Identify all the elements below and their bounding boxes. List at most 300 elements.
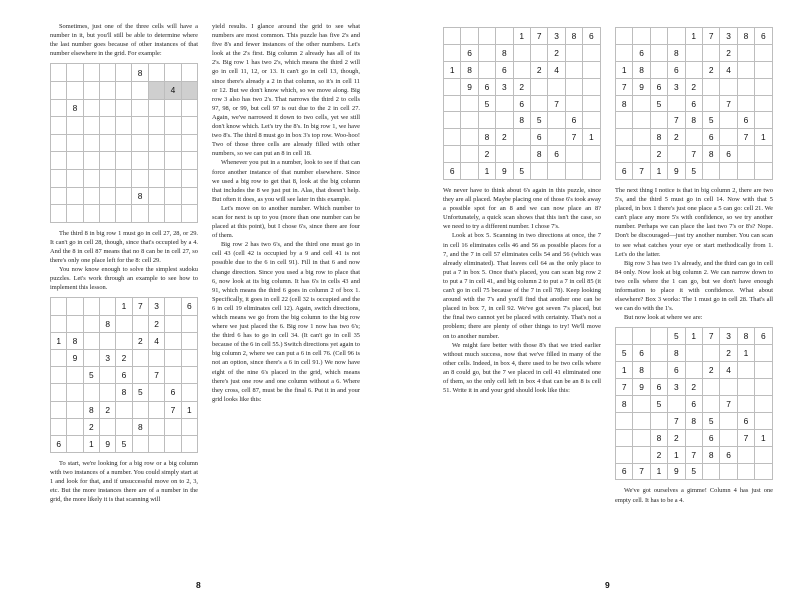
sudoku-cell[interactable]: 8 — [737, 28, 754, 45]
sudoku-cell[interactable] — [132, 349, 148, 366]
sudoku-cell[interactable] — [444, 28, 461, 45]
sudoku-cell[interactable]: 4 — [165, 81, 182, 99]
sudoku-cell[interactable]: 6 — [650, 379, 667, 396]
sudoku-cell[interactable]: 5 — [668, 328, 685, 345]
sudoku-cell[interactable] — [737, 44, 754, 61]
sudoku-cell[interactable]: 3 — [720, 28, 737, 45]
sudoku-cell[interactable] — [444, 95, 461, 112]
sudoku-cell[interactable]: 6 — [51, 435, 67, 452]
sudoku-cell[interactable]: 6 — [530, 129, 547, 146]
sudoku-cell[interactable] — [99, 418, 115, 435]
sudoku-cell[interactable] — [165, 298, 181, 315]
sudoku-cell[interactable] — [755, 95, 772, 112]
sudoku-cell[interactable] — [755, 44, 772, 61]
sudoku-cell[interactable]: 8 — [132, 418, 148, 435]
sudoku-cell[interactable] — [737, 61, 754, 78]
sudoku-cell[interactable] — [530, 78, 547, 95]
sudoku-cell[interactable] — [496, 112, 513, 129]
sudoku-cell[interactable] — [548, 163, 565, 180]
sudoku-cell[interactable] — [116, 401, 132, 418]
sudoku-cell[interactable] — [67, 384, 83, 401]
sudoku-cell[interactable]: 8 — [132, 187, 149, 205]
sudoku-cell[interactable]: 6 — [583, 28, 600, 45]
sudoku-cell[interactable] — [444, 112, 461, 129]
sudoku-cell[interactable]: 9 — [67, 349, 83, 366]
sudoku-cell[interactable]: 2 — [478, 146, 495, 163]
sudoku-cell[interactable] — [116, 117, 132, 135]
sudoku-cell[interactable] — [116, 315, 132, 332]
sudoku-cell[interactable] — [148, 384, 164, 401]
sudoku-cell[interactable] — [148, 435, 164, 452]
sudoku-cell[interactable] — [583, 44, 600, 61]
sudoku-cell[interactable] — [67, 152, 84, 170]
sudoku-cell[interactable] — [99, 169, 115, 187]
sudoku-cell[interactable] — [720, 412, 737, 429]
sudoku-cell[interactable]: 7 — [737, 429, 754, 446]
sudoku-cell[interactable] — [181, 435, 197, 452]
sudoku-cell[interactable]: 6 — [720, 146, 737, 163]
sudoku-cell[interactable] — [51, 152, 67, 170]
sudoku-cell[interactable]: 9 — [496, 163, 513, 180]
sudoku-cell[interactable]: 2 — [720, 345, 737, 362]
sudoku-cell[interactable]: 1 — [583, 129, 600, 146]
sudoku-cell[interactable]: 8 — [67, 332, 83, 349]
sudoku-cell[interactable] — [116, 99, 132, 117]
sudoku-cell[interactable] — [99, 152, 115, 170]
sudoku-cell[interactable] — [165, 117, 182, 135]
sudoku-cell[interactable] — [132, 367, 148, 384]
sudoku-cell[interactable] — [755, 362, 772, 379]
sudoku-cell[interactable]: 6 — [633, 44, 650, 61]
sudoku-cell[interactable] — [165, 205, 182, 223]
sudoku-cell[interactable] — [685, 44, 702, 61]
sudoku-cell[interactable]: 8 — [702, 446, 719, 463]
sudoku-cell[interactable]: 3 — [496, 78, 513, 95]
sudoku-cell[interactable]: 6 — [737, 412, 754, 429]
sudoku-cell[interactable] — [99, 298, 115, 315]
sudoku-cell[interactable] — [83, 187, 99, 205]
sudoku-cell[interactable]: 7 — [633, 163, 650, 180]
sudoku-cell[interactable]: 7 — [720, 95, 737, 112]
sudoku-cell[interactable]: 2 — [116, 349, 132, 366]
sudoku-cell[interactable]: 3 — [148, 298, 164, 315]
sudoku-cell[interactable]: 1 — [755, 429, 772, 446]
sudoku-cell[interactable]: 4 — [720, 61, 737, 78]
sudoku-cell[interactable] — [116, 81, 132, 99]
sudoku-cell[interactable]: 6 — [702, 429, 719, 446]
sudoku-cell[interactable] — [496, 28, 513, 45]
sudoku-cell[interactable] — [461, 112, 478, 129]
sudoku-cell[interactable] — [51, 99, 67, 117]
sudoku-cell[interactable] — [565, 146, 582, 163]
sudoku-cell[interactable] — [668, 146, 685, 163]
sudoku-cell[interactable]: 9 — [668, 163, 685, 180]
sudoku-cell[interactable]: 7 — [668, 112, 685, 129]
sudoku-cell[interactable] — [181, 99, 197, 117]
sudoku-cell[interactable]: 6 — [755, 28, 772, 45]
sudoku-cell[interactable] — [51, 418, 67, 435]
sudoku-cell[interactable] — [83, 349, 99, 366]
sudoku-cell[interactable]: 1 — [737, 345, 754, 362]
sudoku-cell[interactable] — [116, 205, 132, 223]
sudoku-cell[interactable]: 3 — [548, 28, 565, 45]
sudoku-cell[interactable]: 7 — [720, 395, 737, 412]
sudoku-cell[interactable]: 6 — [165, 384, 181, 401]
sudoku-cell[interactable]: 6 — [548, 146, 565, 163]
sudoku-cell[interactable]: 8 — [668, 345, 685, 362]
sudoku-cell[interactable] — [132, 169, 149, 187]
sudoku-cell[interactable] — [132, 152, 149, 170]
sudoku-cell[interactable] — [116, 332, 132, 349]
sudoku-cell[interactable] — [633, 446, 650, 463]
sudoku-cell[interactable] — [737, 463, 754, 480]
sudoku-cell[interactable] — [685, 362, 702, 379]
sudoku-cell[interactable] — [685, 129, 702, 146]
sudoku-cell[interactable] — [116, 418, 132, 435]
sudoku-cell[interactable] — [702, 163, 719, 180]
sudoku-cell[interactable]: 7 — [702, 328, 719, 345]
sudoku-cell[interactable] — [530, 95, 547, 112]
sudoku-cell[interactable]: 5 — [650, 95, 667, 112]
sudoku-cell[interactable]: 3 — [720, 328, 737, 345]
sudoku-cell[interactable] — [755, 395, 772, 412]
sudoku-cell[interactable] — [650, 362, 667, 379]
sudoku-cell[interactable]: 8 — [685, 412, 702, 429]
sudoku-cell[interactable]: 8 — [737, 328, 754, 345]
sudoku-cell[interactable]: 8 — [116, 384, 132, 401]
sudoku-cell[interactable]: 7 — [737, 129, 754, 146]
sudoku-cell[interactable]: 5 — [530, 112, 547, 129]
sudoku-cell[interactable] — [181, 332, 197, 349]
sudoku-cell[interactable] — [513, 44, 530, 61]
sudoku-cell[interactable] — [461, 129, 478, 146]
sudoku-cell[interactable] — [51, 81, 67, 99]
sudoku-cell[interactable]: 7 — [616, 78, 633, 95]
sudoku-cell[interactable] — [148, 349, 164, 366]
sudoku-cell[interactable]: 7 — [685, 146, 702, 163]
sudoku-cell[interactable] — [565, 61, 582, 78]
sudoku-cell[interactable]: 2 — [668, 429, 685, 446]
sudoku-cell[interactable] — [116, 169, 132, 187]
sudoku-cell[interactable] — [496, 146, 513, 163]
sudoku-cell[interactable]: 6 — [633, 345, 650, 362]
sudoku-cell[interactable] — [181, 349, 197, 366]
sudoku-cell[interactable]: 6 — [668, 61, 685, 78]
sudoku-cell[interactable] — [702, 44, 719, 61]
sudoku-cell[interactable] — [737, 362, 754, 379]
sudoku-cell[interactable]: 6 — [685, 395, 702, 412]
sudoku-cell[interactable] — [51, 169, 67, 187]
sudoku-cell[interactable] — [165, 169, 182, 187]
sudoku-cell[interactable] — [165, 64, 182, 82]
sudoku-cell[interactable] — [51, 298, 67, 315]
sudoku-cell[interactable]: 9 — [633, 379, 650, 396]
sudoku-cell[interactable] — [633, 412, 650, 429]
sudoku-cell[interactable]: 5 — [83, 367, 99, 384]
sudoku-cell[interactable] — [444, 129, 461, 146]
sudoku-cell[interactable]: 8 — [83, 401, 99, 418]
sudoku-cell[interactable] — [116, 187, 132, 205]
sudoku-cell[interactable] — [478, 44, 495, 61]
sudoku-cell[interactable] — [720, 112, 737, 129]
sudoku-cell[interactable]: 6 — [513, 95, 530, 112]
sudoku-cell[interactable] — [650, 61, 667, 78]
sudoku-cell[interactable] — [755, 412, 772, 429]
sudoku-cell[interactable]: 6 — [737, 112, 754, 129]
sudoku-cell[interactable] — [755, 163, 772, 180]
sudoku-cell[interactable] — [650, 412, 667, 429]
sudoku-cell[interactable] — [165, 367, 181, 384]
sudoku-cell[interactable] — [181, 315, 197, 332]
sudoku-cell[interactable]: 9 — [461, 78, 478, 95]
sudoku-cell[interactable] — [633, 95, 650, 112]
sudoku-cell[interactable] — [132, 401, 148, 418]
sudoku-cell[interactable] — [513, 129, 530, 146]
sudoku-cell[interactable]: 2 — [99, 401, 115, 418]
sudoku-cell[interactable] — [51, 187, 67, 205]
sudoku-cell[interactable] — [148, 187, 164, 205]
sudoku-cell[interactable]: 5 — [132, 384, 148, 401]
sudoku-cell[interactable] — [165, 418, 181, 435]
sudoku-cell[interactable] — [148, 205, 164, 223]
sudoku-cell[interactable] — [148, 152, 164, 170]
sudoku-cell[interactable]: 2 — [702, 362, 719, 379]
sudoku-cell[interactable]: 8 — [478, 129, 495, 146]
sudoku-cell[interactable] — [650, 112, 667, 129]
sudoku-cell[interactable]: 2 — [132, 332, 148, 349]
sudoku-cell[interactable] — [67, 205, 84, 223]
sudoku-cell[interactable]: 5 — [116, 435, 132, 452]
sudoku-cell[interactable]: 2 — [650, 446, 667, 463]
sudoku-cell[interactable] — [181, 367, 197, 384]
sudoku-cell[interactable] — [181, 64, 197, 82]
sudoku-cell[interactable] — [148, 117, 164, 135]
sudoku-cell[interactable] — [616, 328, 633, 345]
sudoku-cell[interactable]: 8 — [461, 61, 478, 78]
sudoku-cell[interactable] — [668, 95, 685, 112]
sudoku-cell[interactable] — [444, 78, 461, 95]
sudoku-cell[interactable] — [616, 446, 633, 463]
sudoku-cell[interactable] — [148, 81, 164, 99]
sudoku-cell[interactable]: 3 — [99, 349, 115, 366]
sudoku-cell[interactable]: 8 — [633, 362, 650, 379]
sudoku-cell[interactable] — [51, 205, 67, 223]
sudoku-cell[interactable] — [116, 64, 132, 82]
sudoku-cell[interactable]: 1 — [513, 28, 530, 45]
sudoku-cell[interactable] — [165, 99, 182, 117]
sudoku-cell[interactable] — [83, 134, 99, 152]
sudoku-cell[interactable]: 8 — [616, 395, 633, 412]
sudoku-cell[interactable] — [685, 61, 702, 78]
sudoku-cell[interactable]: 8 — [650, 429, 667, 446]
sudoku-cell[interactable]: 9 — [668, 463, 685, 480]
sudoku-cell[interactable] — [83, 99, 99, 117]
sudoku-cell[interactable]: 4 — [148, 332, 164, 349]
sudoku-cell[interactable] — [165, 187, 182, 205]
sudoku-cell[interactable]: 7 — [702, 28, 719, 45]
sudoku-cell[interactable] — [132, 99, 149, 117]
sudoku-cell[interactable]: 6 — [668, 362, 685, 379]
sudoku-cell[interactable]: 6 — [616, 463, 633, 480]
sudoku-cell[interactable] — [478, 61, 495, 78]
sudoku-cell[interactable] — [165, 349, 181, 366]
sudoku-cell[interactable] — [755, 78, 772, 95]
sudoku-cell[interactable] — [530, 44, 547, 61]
sudoku-cell[interactable] — [181, 187, 197, 205]
sudoku-cell[interactable]: 5 — [685, 163, 702, 180]
sudoku-cell[interactable]: 7 — [565, 129, 582, 146]
sudoku-cell[interactable] — [116, 134, 132, 152]
sudoku-cell[interactable] — [51, 315, 67, 332]
sudoku-cell[interactable] — [616, 429, 633, 446]
sudoku-cell[interactable] — [633, 328, 650, 345]
sudoku-cell[interactable]: 4 — [720, 362, 737, 379]
sudoku-cell[interactable] — [67, 367, 83, 384]
sudoku-cell[interactable] — [755, 446, 772, 463]
sudoku-cell[interactable]: 6 — [496, 61, 513, 78]
sudoku-cell[interactable] — [650, 328, 667, 345]
sudoku-cell[interactable] — [99, 99, 115, 117]
sudoku-cell[interactable] — [444, 44, 461, 61]
sudoku-cell[interactable]: 2 — [548, 44, 565, 61]
sudoku-cell[interactable]: 2 — [148, 315, 164, 332]
sudoku-cell[interactable] — [132, 81, 149, 99]
sudoku-cell[interactable]: 6 — [720, 446, 737, 463]
sudoku-cell[interactable] — [132, 117, 149, 135]
sudoku-cell[interactable] — [99, 205, 115, 223]
sudoku-cell[interactable] — [633, 28, 650, 45]
sudoku-cell[interactable]: 1 — [444, 61, 461, 78]
sudoku-cell[interactable]: 7 — [132, 298, 148, 315]
sudoku-cell[interactable]: 1 — [685, 328, 702, 345]
sudoku-cell[interactable] — [737, 163, 754, 180]
sudoku-cell[interactable] — [548, 129, 565, 146]
sudoku-cell[interactable] — [737, 446, 754, 463]
sudoku-cell[interactable] — [755, 379, 772, 396]
sudoku-cell[interactable] — [148, 64, 164, 82]
sudoku-cell[interactable] — [513, 146, 530, 163]
sudoku-cell[interactable]: 5 — [685, 463, 702, 480]
sudoku-cell[interactable] — [132, 205, 149, 223]
sudoku-cell[interactable]: 6 — [116, 367, 132, 384]
sudoku-cell[interactable]: 8 — [513, 112, 530, 129]
sudoku-cell[interactable] — [720, 429, 737, 446]
sudoku-cell[interactable] — [51, 384, 67, 401]
sudoku-cell[interactable]: 6 — [565, 112, 582, 129]
sudoku-cell[interactable] — [702, 78, 719, 95]
sudoku-cell[interactable]: 5 — [513, 163, 530, 180]
sudoku-cell[interactable]: 8 — [530, 146, 547, 163]
sudoku-cell[interactable] — [165, 134, 182, 152]
sudoku-cell[interactable] — [702, 463, 719, 480]
sudoku-cell[interactable] — [702, 379, 719, 396]
sudoku-cell[interactable] — [583, 146, 600, 163]
sudoku-cell[interactable] — [51, 401, 67, 418]
sudoku-cell[interactable] — [67, 64, 84, 82]
sudoku-cell[interactable] — [165, 435, 181, 452]
sudoku-cell[interactable]: 2 — [496, 129, 513, 146]
sudoku-cell[interactable]: 5 — [478, 95, 495, 112]
sudoku-cell[interactable]: 6 — [444, 163, 461, 180]
sudoku-cell[interactable]: 5 — [702, 112, 719, 129]
sudoku-cell[interactable] — [720, 163, 737, 180]
sudoku-cell[interactable] — [67, 169, 84, 187]
sudoku-cell[interactable]: 2 — [702, 61, 719, 78]
sudoku-cell[interactable] — [755, 112, 772, 129]
sudoku-cell[interactable] — [720, 379, 737, 396]
sudoku-cell[interactable]: 2 — [685, 78, 702, 95]
sudoku-cell[interactable] — [67, 315, 83, 332]
sudoku-cell[interactable] — [148, 134, 164, 152]
sudoku-cell[interactable] — [83, 169, 99, 187]
sudoku-cell[interactable] — [67, 134, 84, 152]
sudoku-cell[interactable] — [565, 163, 582, 180]
sudoku-cell[interactable] — [633, 146, 650, 163]
sudoku-cell[interactable]: 1 — [650, 163, 667, 180]
sudoku-cell[interactable] — [181, 384, 197, 401]
sudoku-cell[interactable] — [51, 367, 67, 384]
sudoku-cell[interactable]: 6 — [478, 78, 495, 95]
sudoku-cell[interactable]: 8 — [685, 112, 702, 129]
sudoku-cell[interactable] — [181, 205, 197, 223]
sudoku-cell[interactable] — [461, 146, 478, 163]
sudoku-cell[interactable] — [83, 205, 99, 223]
sudoku-cell[interactable]: 4 — [548, 61, 565, 78]
sudoku-cell[interactable] — [83, 117, 99, 135]
sudoku-cell[interactable] — [583, 61, 600, 78]
sudoku-cell[interactable] — [755, 463, 772, 480]
sudoku-cell[interactable] — [461, 95, 478, 112]
sudoku-cell[interactable] — [565, 44, 582, 61]
sudoku-cell[interactable] — [755, 345, 772, 362]
sudoku-cell[interactable] — [513, 61, 530, 78]
sudoku-cell[interactable] — [755, 61, 772, 78]
sudoku-cell[interactable]: 1 — [685, 28, 702, 45]
sudoku-cell[interactable] — [83, 315, 99, 332]
sudoku-cell[interactable]: 3 — [668, 379, 685, 396]
sudoku-cell[interactable]: 1 — [668, 446, 685, 463]
sudoku-cell[interactable]: 5 — [616, 345, 633, 362]
sudoku-cell[interactable] — [633, 112, 650, 129]
sudoku-cell[interactable]: 7 — [548, 95, 565, 112]
sudoku-cell[interactable] — [67, 418, 83, 435]
sudoku-cell[interactable] — [67, 187, 84, 205]
sudoku-cell[interactable]: 6 — [616, 163, 633, 180]
sudoku-cell[interactable]: 2 — [513, 78, 530, 95]
sudoku-cell[interactable]: 5 — [702, 412, 719, 429]
sudoku-cell[interactable] — [616, 412, 633, 429]
sudoku-cell[interactable] — [51, 134, 67, 152]
sudoku-cell[interactable] — [461, 163, 478, 180]
sudoku-cell[interactable]: 2 — [668, 129, 685, 146]
sudoku-cell[interactable] — [737, 95, 754, 112]
sudoku-cell[interactable] — [67, 435, 83, 452]
sudoku-cell[interactable] — [478, 112, 495, 129]
sudoku-cell[interactable] — [616, 28, 633, 45]
sudoku-cell[interactable]: 1 — [755, 129, 772, 146]
sudoku-cell[interactable] — [132, 315, 148, 332]
sudoku-cell[interactable]: 2 — [685, 379, 702, 396]
sudoku-cell[interactable]: 7 — [685, 446, 702, 463]
sudoku-cell[interactable] — [565, 78, 582, 95]
sudoku-cell[interactable] — [583, 78, 600, 95]
sudoku-cell[interactable]: 9 — [99, 435, 115, 452]
sudoku-cell[interactable] — [702, 95, 719, 112]
sudoku-cell[interactable] — [702, 395, 719, 412]
sudoku-cell[interactable] — [165, 332, 181, 349]
sudoku-cell[interactable] — [737, 78, 754, 95]
sudoku-cell[interactable]: 8 — [67, 99, 84, 117]
